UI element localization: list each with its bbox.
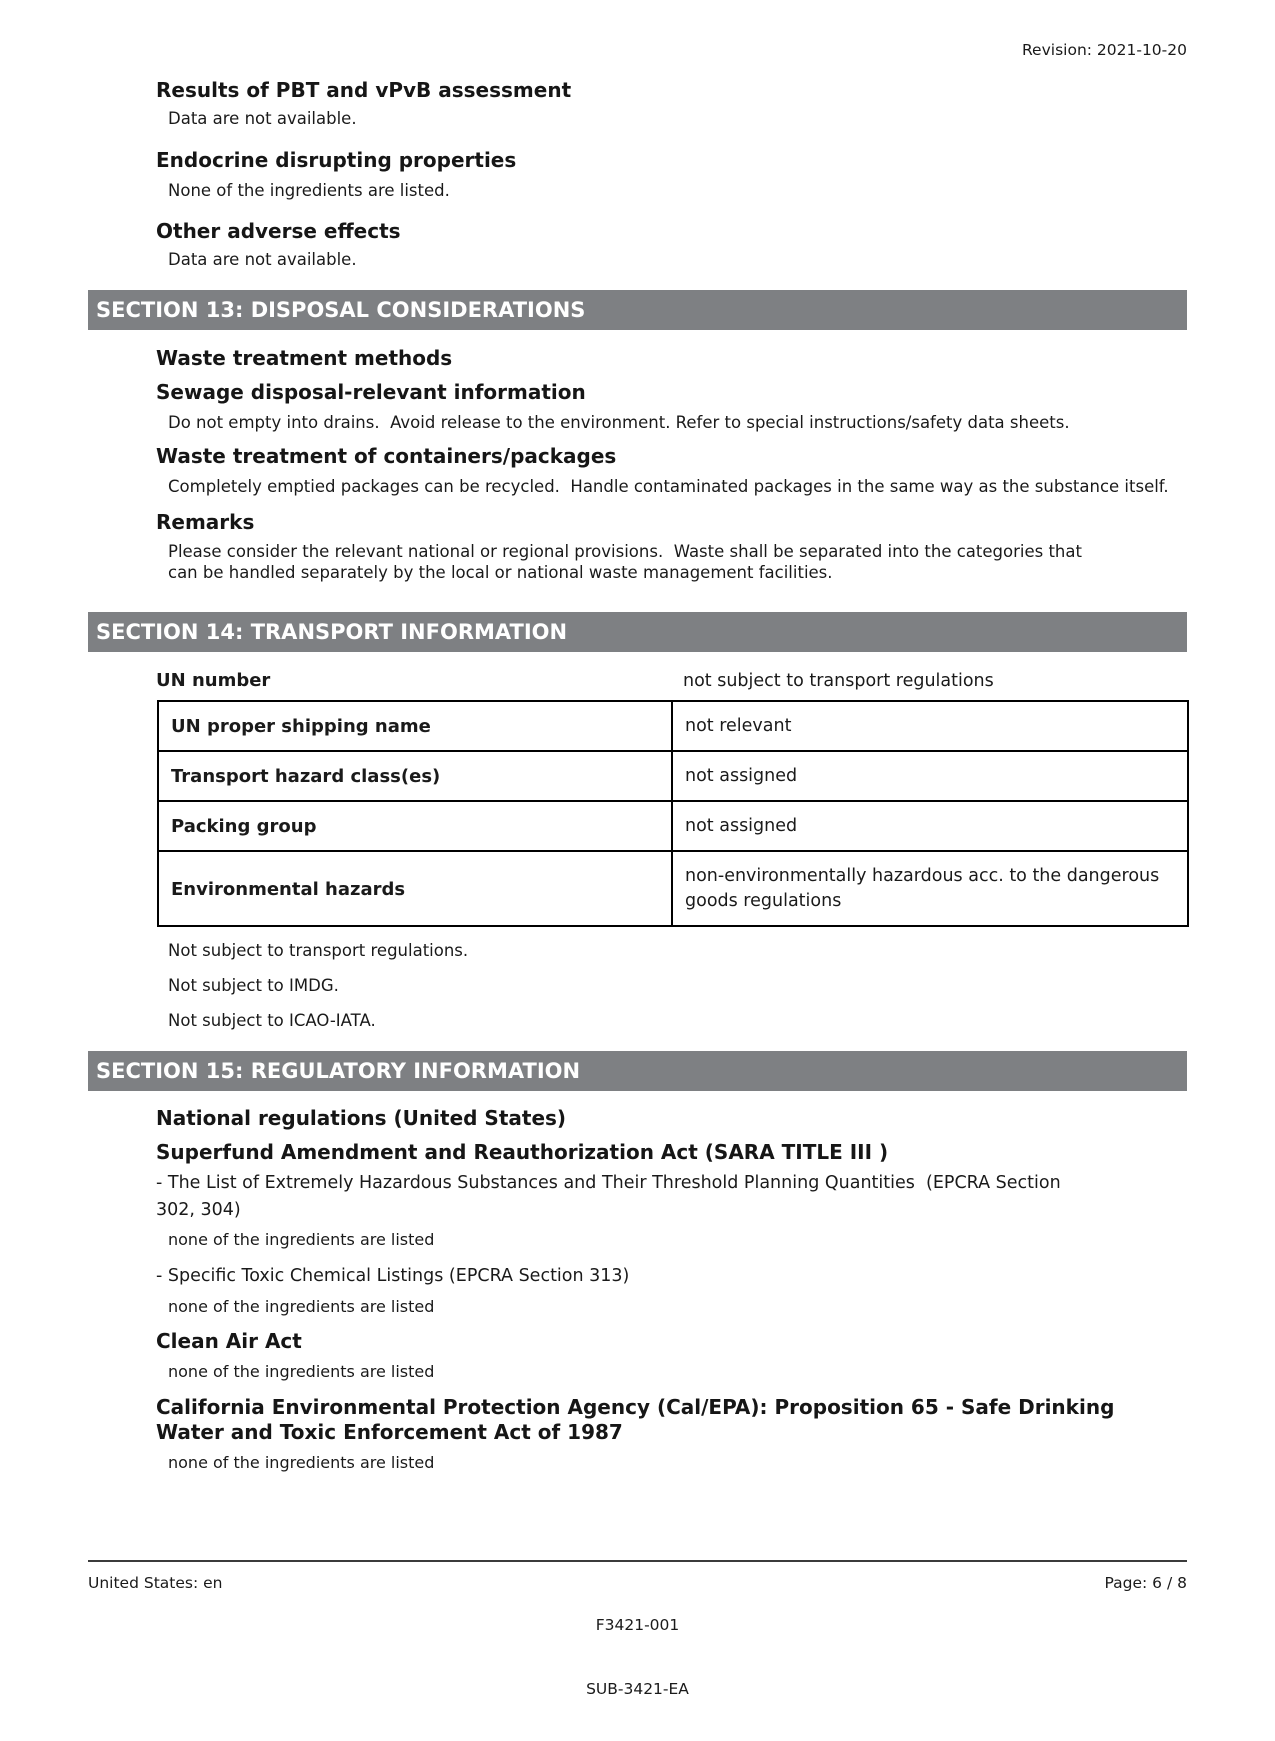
section-15-header-bar: SECTION 15: REGULATORY INFORMATION [88, 1051, 1187, 1091]
clean-air-act-note: none of the ingredients are listed [168, 1362, 435, 1381]
un-number-label: UN number [156, 670, 271, 691]
table-row-label: Transport hazard class(es) [158, 751, 672, 801]
un-number-value: not subject to transport regulations [683, 671, 994, 691]
table-row [158, 701, 1188, 751]
sara-heading: Superfund Amendment and Reauthorization Act (SARA TITLE III ) [156, 1140, 889, 1164]
table-row-value: not assigned [672, 751, 1188, 801]
remarks-heading: Remarks [156, 510, 255, 534]
pbt-assessment-heading: Results of PBT and vPvB assessment [156, 78, 572, 102]
cal-epa-heading: California Environmental Protection Agency (Cal/EPA): Proposition 65 - Safe Drinking Water and Toxic Enforcement Act of 1987 [156, 1395, 1122, 1444]
clean-air-act-heading: Clean Air Act [156, 1329, 302, 1353]
table-row-value: not assigned [672, 801, 1188, 851]
table-row [158, 801, 1188, 851]
table-row-label: Environmental hazards [158, 851, 672, 926]
containers-heading: Waste treatment of containers/packages [156, 444, 617, 468]
transport-note: Not subject to IMDG. [168, 976, 339, 995]
cal-epa-note: none of the ingredients are listed [168, 1453, 435, 1472]
remarks-body: Please consider the relevant national or regional provisions. Waste shall be separated into the categories that can be handled separately by the local or national waste management facilities. [168, 542, 1088, 582]
section-14-header-bar: SECTION 14: TRANSPORT INFORMATION [88, 612, 1187, 652]
sewage-disposal-body: Do not empty into drains. Avoid release to the environment. Refer to special instructions/safety data sheets. [168, 413, 1070, 432]
footer-locale: United States: en [88, 1574, 223, 1592]
containers-body: Completely emptied packages can be recycled. Handle contaminated packages in the same way as the substance itself. [168, 477, 1169, 496]
sara-item-note: none of the ingredients are listed [168, 1297, 435, 1316]
adverse-effects-heading: Other adverse effects [156, 219, 401, 243]
waste-treatment-methods-heading: Waste treatment methods [156, 346, 453, 370]
transport-note: Not subject to transport regulations. [168, 941, 469, 960]
page-footer [88, 1560, 1187, 1741]
sara-item-text: - Specific Toxic Chemical Listings (EPCRA Section 313) [156, 1266, 630, 1286]
national-regulations-heading: National regulations (United States) [156, 1106, 567, 1130]
table-row [158, 851, 1188, 926]
transport-info-table [157, 700, 1189, 927]
table-row [158, 751, 1188, 801]
table-row-value: non-environmentally hazardous acc. to the dangerous goods regulations [672, 851, 1188, 926]
sara-item-note: none of the ingredients are listed [168, 1230, 435, 1249]
table-row-label: Packing group [158, 801, 672, 851]
footer-doc-id-2: SUB-3421-EA [586, 1680, 689, 1698]
pbt-assessment-body: Data are not available. [168, 109, 357, 128]
table-row-label: UN proper shipping name [158, 701, 672, 751]
endocrine-heading: Endocrine disrupting properties [156, 148, 517, 172]
footer-document-ids [454, 1573, 820, 1741]
footer-doc-id-1: F3421-001 [595, 1616, 680, 1634]
sara-item-text: - The List of Extremely Hazardous Substances and Their Threshold Planning Quantities (EPCRA Section 302, 304) [156, 1173, 1067, 1220]
revision-date: Revision: 2021-10-20 [1021, 41, 1187, 59]
un-number-row [156, 670, 1187, 692]
transport-note: Not subject to ICAO-IATA. [168, 1011, 376, 1030]
section-13-header-bar: SECTION 13: DISPOSAL CONSIDERATIONS [88, 290, 1187, 330]
endocrine-body: None of the ingredients are listed. [168, 181, 450, 200]
sewage-disposal-heading: Sewage disposal-relevant information [156, 380, 586, 404]
adverse-effects-body: Data are not available. [168, 250, 357, 269]
footer-page-number: Page: 6 / 8 [1104, 1574, 1187, 1592]
table-row-value: not relevant [672, 701, 1188, 751]
